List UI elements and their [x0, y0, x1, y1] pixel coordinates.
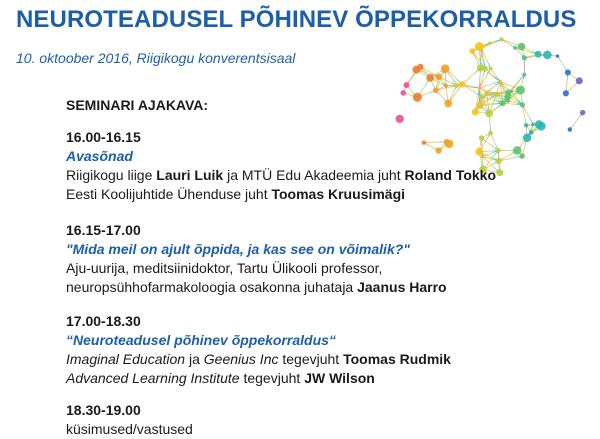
session-1	[66, 128, 496, 204]
session-2	[66, 221, 447, 297]
session-time: 16.00-16.15	[66, 128, 496, 147]
event-date-venue: 10. oktoober 2016, Riigikogu konverentsisaal	[16, 50, 295, 66]
session-line: Riigikogu liige Lauri Luik ja MTÜ Edu Akadeemia juht Roland Tokko	[66, 166, 496, 185]
session-line: Advanced Learning Institute tegevjuht JW Wilson	[66, 369, 451, 388]
session-line: küsimused/vastused	[66, 420, 193, 439]
session-time: 18.30-19.00	[66, 401, 193, 420]
session-line: Eesti Koolijuhtide Ühenduse juht Toomas Kruusimägi	[66, 185, 496, 204]
page-title: NEUROTEADUSEL PÕHINEV ÕPPEKORRALDUS	[16, 6, 576, 34]
session-title: Avasõnad	[66, 147, 496, 166]
session-line: Imaginal Education ja Geenius Inc tegevjuht Toomas Rudmik	[66, 350, 451, 369]
session-title: "Mida meil on ajult õppida, ja kas see on võimalik?"	[66, 240, 447, 259]
session-line: Aju-uurija, meditsiinidoktor, Tartu Ülikooli professor,	[66, 259, 447, 278]
session-time: 16.15-17.00	[66, 221, 447, 240]
schedule-heading: SEMINARI AJAKAVA:	[66, 97, 208, 113]
session-title: “Neuroteadusel põhinev õppekorraldus“	[66, 331, 451, 350]
session-time: 17.00-18.30	[66, 312, 451, 331]
session-4	[66, 401, 193, 439]
session-line: neuropsühhofarmakoloogia osakonna juhataja Jaanus Harro	[66, 278, 447, 297]
session-3	[66, 312, 451, 388]
